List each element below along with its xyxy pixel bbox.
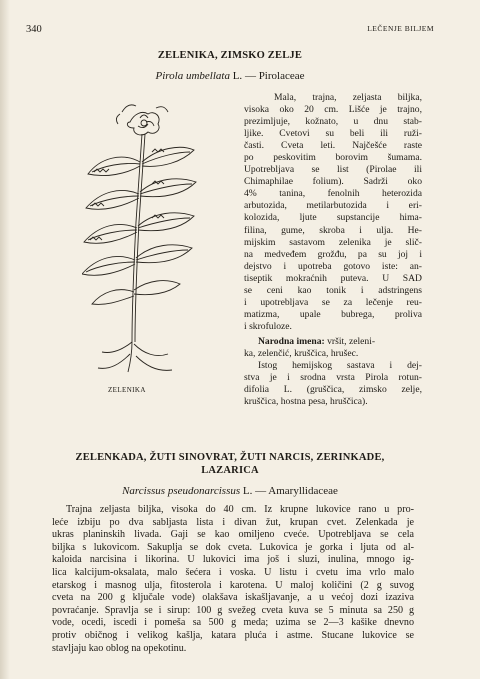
text-line: se ceni kao tonik i adstringens xyxy=(244,284,422,296)
text-line: mijskim sastavom zelenika je slič- xyxy=(244,236,422,248)
article1-description xyxy=(244,92,422,408)
text-line: na medveđem grožđu, pa su joj i xyxy=(244,248,422,260)
folk-names-line: ka, zelenčić, kruščica, hrušec. xyxy=(244,347,359,359)
article2-latin-line xyxy=(30,485,430,497)
folk-names-label: Narodna imena: xyxy=(258,335,325,347)
folk-names-line xyxy=(244,336,422,348)
text-line: biljka s lukovicom. Sakuplja se dok cveta. Lukovica je gorka i ljuta od al- xyxy=(52,541,414,553)
text-line: kruščica, hostna pesa, hruščica). xyxy=(244,396,368,408)
text-line: Mala, trajna, zeljasta biljka, xyxy=(274,92,422,103)
text-line: i upotrebljava se za lečenje reu- xyxy=(244,296,422,308)
text-line: vode, ocedi, iscedi i pomeša sa 500 g meda; uzima se 2—3 kašike dnevno xyxy=(52,617,414,629)
article2-title-line2: LAZARICA xyxy=(201,465,259,476)
page-number: 340 xyxy=(26,24,42,35)
text-line: leće izbiju po dva sabljasta lista i divan žut, krupan cvet. Zelenkada je xyxy=(52,516,414,528)
text-line: i skrofuloze. xyxy=(244,320,292,332)
text-line: dejstvo i upotreba gotovo iste: an- xyxy=(244,260,422,272)
scan-edge-shadow xyxy=(0,0,10,679)
folk-names-text: vršit, zeleni- xyxy=(327,335,376,347)
text-line: Upotrebljava se list (Pirolae ili xyxy=(244,164,422,176)
article1-latin-line xyxy=(30,70,430,82)
text-line: stavljaju kao oblog na opekotinu. xyxy=(52,642,187,654)
text-line: 4% tanina, fenolnih heterozida xyxy=(244,188,422,200)
article1-title: ZELENIKA, ZIMSKO ZELJE xyxy=(157,50,303,61)
zelenika-illustration xyxy=(82,92,202,377)
text-line: po peskovitim borovim šumama. xyxy=(244,152,422,164)
text-line: visoka oko 20 cm. Lišće je trajno, xyxy=(244,104,422,116)
text-line: kolozida, ljute supstancije hima- xyxy=(244,212,422,224)
article1-family: — Pirolaceae xyxy=(244,70,305,82)
article1-latin-name: Pirola umbellata xyxy=(155,70,230,82)
running-title: LEČENJE BILJEM xyxy=(367,24,434,33)
text-line: ljike. Cvetovi su beli ili ruži- xyxy=(244,128,422,140)
page-header xyxy=(26,24,434,36)
text-line: stva je i srodna vrsta Pirola rotun- xyxy=(244,372,422,384)
text-line: etarskog i masnog ulja, fitosterola i karotena. U maloj količini (2 g suvog xyxy=(52,579,414,591)
text-line: arbutozida, metilarbutozida i eri- xyxy=(244,200,422,212)
article2-family: — Amaryllidaceae xyxy=(255,485,338,497)
text-line: matizma, upale bubrega, proliva xyxy=(244,308,422,320)
text-line: protiv običnog i velikog kašlja, katara pluća i astme. Stucane lukovice se xyxy=(52,629,414,641)
text-line: filina, gume, skroba i ulja. He- xyxy=(244,224,422,236)
article2-title-line1: ZELENKADA, ŽUTI SINOVRAT, ŽUTI NARCIS, ZERINKADE, xyxy=(75,452,385,463)
text-line: cveta na 200 g ključale vode) olakšava iskašljavanje, a u većoj dozi izaziva xyxy=(52,592,414,604)
article1-author: L. xyxy=(232,70,243,82)
text-line: difolia L. (gruščica, zimsko zelje, xyxy=(244,384,422,396)
text-line: povraćanje. Spravlja se i sirup: 100 g svežeg cveta kuva se 5 minuta sa 250 g xyxy=(52,604,414,616)
text-line: Chimaphilae folium). Sadrži oko xyxy=(244,176,422,188)
article2-description xyxy=(52,504,414,655)
text-line: kaloida narcisina i likorina. U lukovici ima još i sluzi, inulina, mnogo ig- xyxy=(52,554,414,566)
text-line: tiseptik mokraćnih puteva. U SAD xyxy=(244,272,422,284)
text-line: lica kalcijum-oksalata, malo šećera i voska. U listu i cvetu ima vrlo malo xyxy=(52,566,414,578)
text-line: Istog hemijskog sastava i dej- xyxy=(258,360,422,372)
text-line: prezimljuje, kožnato, u dnu stab- xyxy=(244,116,422,128)
text-line: časti. Cveta leti. Najčešće raste xyxy=(244,140,422,152)
text-line: Trajna zeljasta biljka, visoka do 40 cm. Iz krupne lukovice rano u pro- xyxy=(66,504,414,515)
text-line: ukras planinskih livada. Gaji se kao omiljeno cveće. Upotrebljava se cela xyxy=(52,529,414,541)
article2-author: L. xyxy=(242,485,253,497)
article2-latin-name: Narcissus pseudonarcissus xyxy=(122,485,241,497)
illustration-caption: ZELENIKA xyxy=(108,386,146,394)
